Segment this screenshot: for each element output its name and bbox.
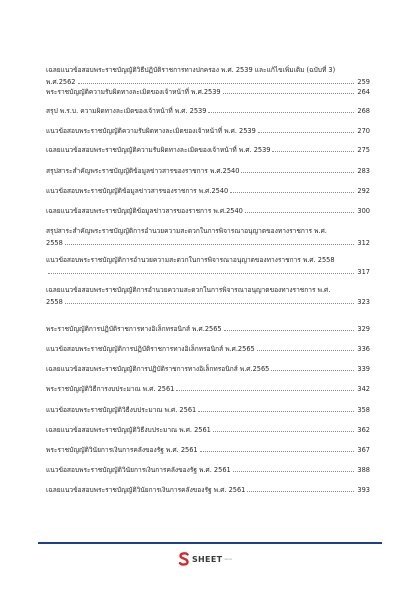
toc-entry[interactable] [46, 66, 370, 86]
toc-entry-title: พระราชบัญญัติวินัยการเงินการคลังของรัฐ พ.ศ. 2561 [46, 446, 198, 454]
toc-page-number: 336 [357, 345, 370, 353]
toc-entry-row [46, 325, 370, 333]
toc-entry[interactable] [46, 406, 370, 414]
toc-entry-row [46, 88, 370, 96]
toc-entry[interactable] [46, 286, 370, 306]
toc-page-number: 362 [357, 426, 370, 434]
toc-entry-row [46, 446, 370, 454]
toc-leader-dots [65, 244, 354, 245]
toc-entry[interactable] [46, 227, 370, 247]
toc-page-number: 268 [357, 107, 370, 115]
toc-entry[interactable] [46, 88, 370, 96]
toc-entry-title: แนวข้อสอบพระราชบัญญัติความรับผิดทางละเมิดของเจ้าหน้าที่ พ.ศ. 2539 [46, 127, 256, 135]
toc-entry[interactable] [46, 107, 370, 115]
toc-entry-row [46, 78, 370, 86]
toc-entry[interactable] [46, 207, 370, 215]
toc-entry-title: เฉลยแนวข้อสอบพระราชบัญญัติวินัยการเงินการคลังของรัฐ พ.ศ. 2561 [46, 486, 246, 494]
toc-entry-title: แนวข้อสอบพระราชบัญญัติวิธีงบประมาณ พ.ศ. 2561 [46, 406, 197, 414]
toc-page-number: 312 [357, 239, 370, 247]
toc-page-number: 275 [357, 146, 370, 154]
toc-page-number: 317 [357, 268, 370, 276]
toc-leader-dots [198, 411, 354, 412]
toc-entry-row [46, 187, 370, 195]
toc-leader-dots [230, 192, 354, 193]
toc-entry-row [46, 406, 370, 414]
footer-rule [38, 542, 382, 544]
toc-leader-dots [233, 471, 354, 472]
toc-leader-dots [247, 491, 354, 492]
toc-entry-title: สรุป พ.ร.บ. ความผิดทางละเมิดของเจ้าหน้าที่ พ.ศ. 2539 [46, 107, 207, 115]
toc-leader-dots [78, 83, 354, 84]
toc-page-number: 259 [357, 78, 370, 86]
toc-entry-row [46, 107, 370, 115]
toc-entry[interactable] [46, 385, 370, 393]
toc-entry-title-line1: เฉลยแนวข้อสอบพระราชบัญญัติวิธีปฏิบัติราชการทางปกครอง พ.ศ. 2539 และแก้ไขเพิ่มเติม (ฉบับที่ 3) [46, 66, 336, 74]
toc-page-number: 270 [357, 127, 370, 135]
toc-page-number: 300 [357, 207, 370, 215]
toc-entry-title: เฉลยแนวข้อสอบพระราชบัญญัติความรับผิดทางละเมิดของเจ้าหน้าที่ พ.ศ. 2539 [46, 146, 271, 154]
toc-leader-dots [271, 370, 354, 371]
toc-entry-title-line1: สรุปสาระสำคัญพระราชบัญญัติการอำนวยความสะดวกในการพิจารณาอนุญาตของทางราชการ พ.ศ. [46, 227, 327, 235]
toc-leader-dots [272, 151, 354, 152]
toc-entry[interactable] [46, 426, 370, 434]
brand-sub: store [224, 557, 232, 561]
brand-name: SHEET [192, 554, 223, 564]
toc-entry-row [46, 167, 370, 175]
toc-entry-title: เฉลยแนวข้อสอบพระราชบัญญัติวิธีงบประมาณ พ.ศ. 2561 [46, 426, 211, 434]
toc-entry-title: 2558 [46, 298, 63, 306]
toc-entry[interactable] [46, 187, 370, 195]
toc-leader-dots [200, 451, 354, 452]
toc-page-number: 367 [357, 446, 370, 454]
toc-entry-row [46, 385, 370, 393]
toc-entry[interactable] [46, 365, 370, 373]
footer-logo [178, 550, 232, 568]
toc-page-number: 393 [357, 486, 370, 494]
toc-entry-title: แนวข้อสอบพระราชบัญญัติการปฏิบัติราชการทางอิเล็กทรอนิกส์ พ.ศ.2565 [46, 345, 255, 353]
toc-entry[interactable] [46, 446, 370, 454]
toc-leader-dots [245, 212, 354, 213]
toc-leader-dots [176, 390, 354, 391]
toc-entry[interactable] [46, 486, 370, 494]
toc-entry-title: เฉลยแนวข้อสอบพระราชบัญญัติการปฏิบัติราชการทางอิเล็กทรอนิกส์ พ.ศ.2565 [46, 365, 270, 373]
toc-page-number: 358 [357, 406, 370, 414]
toc-leader-dots [65, 303, 354, 304]
toc-entry-title-line1: เฉลยแนวข้อสอบพระราชบัญญัติการอำนวยความสะดวกในการพิจารณาอนุญาตของทางราชการ พ.ศ. [46, 286, 331, 294]
toc-entry-title-line1: แนวข้อสอบพระราชบัญญัติการอำนวยความสะดวกในการพิจารณาอนุญาตของทางราชการ พ.ศ. 2558 [46, 256, 335, 264]
toc-entry-title: แนวข้อสอบพระราชบัญญัติวินัยการเงินการคลังของรัฐ พ.ศ. 2561 [46, 466, 231, 474]
toc-entry[interactable] [46, 256, 370, 276]
toc-page-number: 283 [357, 167, 370, 175]
toc-entry-title: พ.ศ.2562 [46, 78, 76, 86]
toc-page-number: 339 [357, 365, 370, 373]
toc-entry-title: เฉลยแนวข้อสอบพระราชบัญญัติข้อมูลข่าวสารของราชการ พ.ศ.2540 [46, 207, 243, 215]
toc-entry-row [46, 486, 370, 494]
toc-page-number: 292 [357, 187, 370, 195]
toc-entry-title: พระราชบัญญัติความรับผิดทางละเมิดของเจ้าหน้าที่ พ.ศ.2539 [46, 88, 221, 96]
toc-leader-dots [258, 132, 354, 133]
toc-entry[interactable] [46, 466, 370, 474]
toc-leader-dots [241, 172, 354, 173]
toc-leader-dots [48, 273, 354, 274]
toc-entry-row [46, 345, 370, 353]
toc-entry-row [46, 298, 370, 306]
toc-leader-dots [257, 350, 354, 351]
toc-entry-title: 2558 [46, 239, 63, 247]
toc-entry-title: พระราชบัญญัติการปฏิบัติราชการทางอิเล็กทรอนิกส์ พ.ศ.2565 [46, 325, 222, 333]
toc-entry-row [46, 127, 370, 135]
toc-entry-title: แนวข้อสอบพระราชบัญญัติข้อมูลข่าวสารของราชการ พ.ศ.2540 [46, 187, 229, 195]
toc-page-number: 264 [357, 88, 370, 96]
toc-entry[interactable] [46, 167, 370, 175]
toc-page-number: 342 [357, 385, 370, 393]
toc-entry-row [46, 268, 370, 276]
toc-page-number: 388 [357, 466, 370, 474]
toc-page-number: 323 [357, 298, 370, 306]
sheet-logo-icon [178, 552, 190, 566]
toc-entry-row [46, 426, 370, 434]
toc-leader-dots [224, 330, 354, 331]
toc-leader-dots [213, 431, 354, 432]
toc-entry[interactable] [46, 127, 370, 135]
toc-entry-row [46, 365, 370, 373]
toc-entry[interactable] [46, 345, 370, 353]
toc-entry-row [46, 466, 370, 474]
toc-entry-row [46, 239, 370, 247]
toc-entry-row [46, 146, 370, 154]
toc-entry-title: พระราชบัญญัติวิธีการงบประมาณ พ.ศ. 2561 [46, 385, 175, 393]
toc-entry-row [46, 207, 370, 215]
toc-entry[interactable] [46, 325, 370, 333]
toc-entry-title: สรุปสาระสำคัญพระราชบัญญัติข้อมูลข่าวสารของราชการ พ.ศ.2540 [46, 167, 240, 175]
toc-leader-dots [208, 112, 354, 113]
toc-leader-dots [223, 93, 354, 94]
toc-page-number: 329 [357, 325, 370, 333]
toc-entry[interactable] [46, 146, 370, 154]
